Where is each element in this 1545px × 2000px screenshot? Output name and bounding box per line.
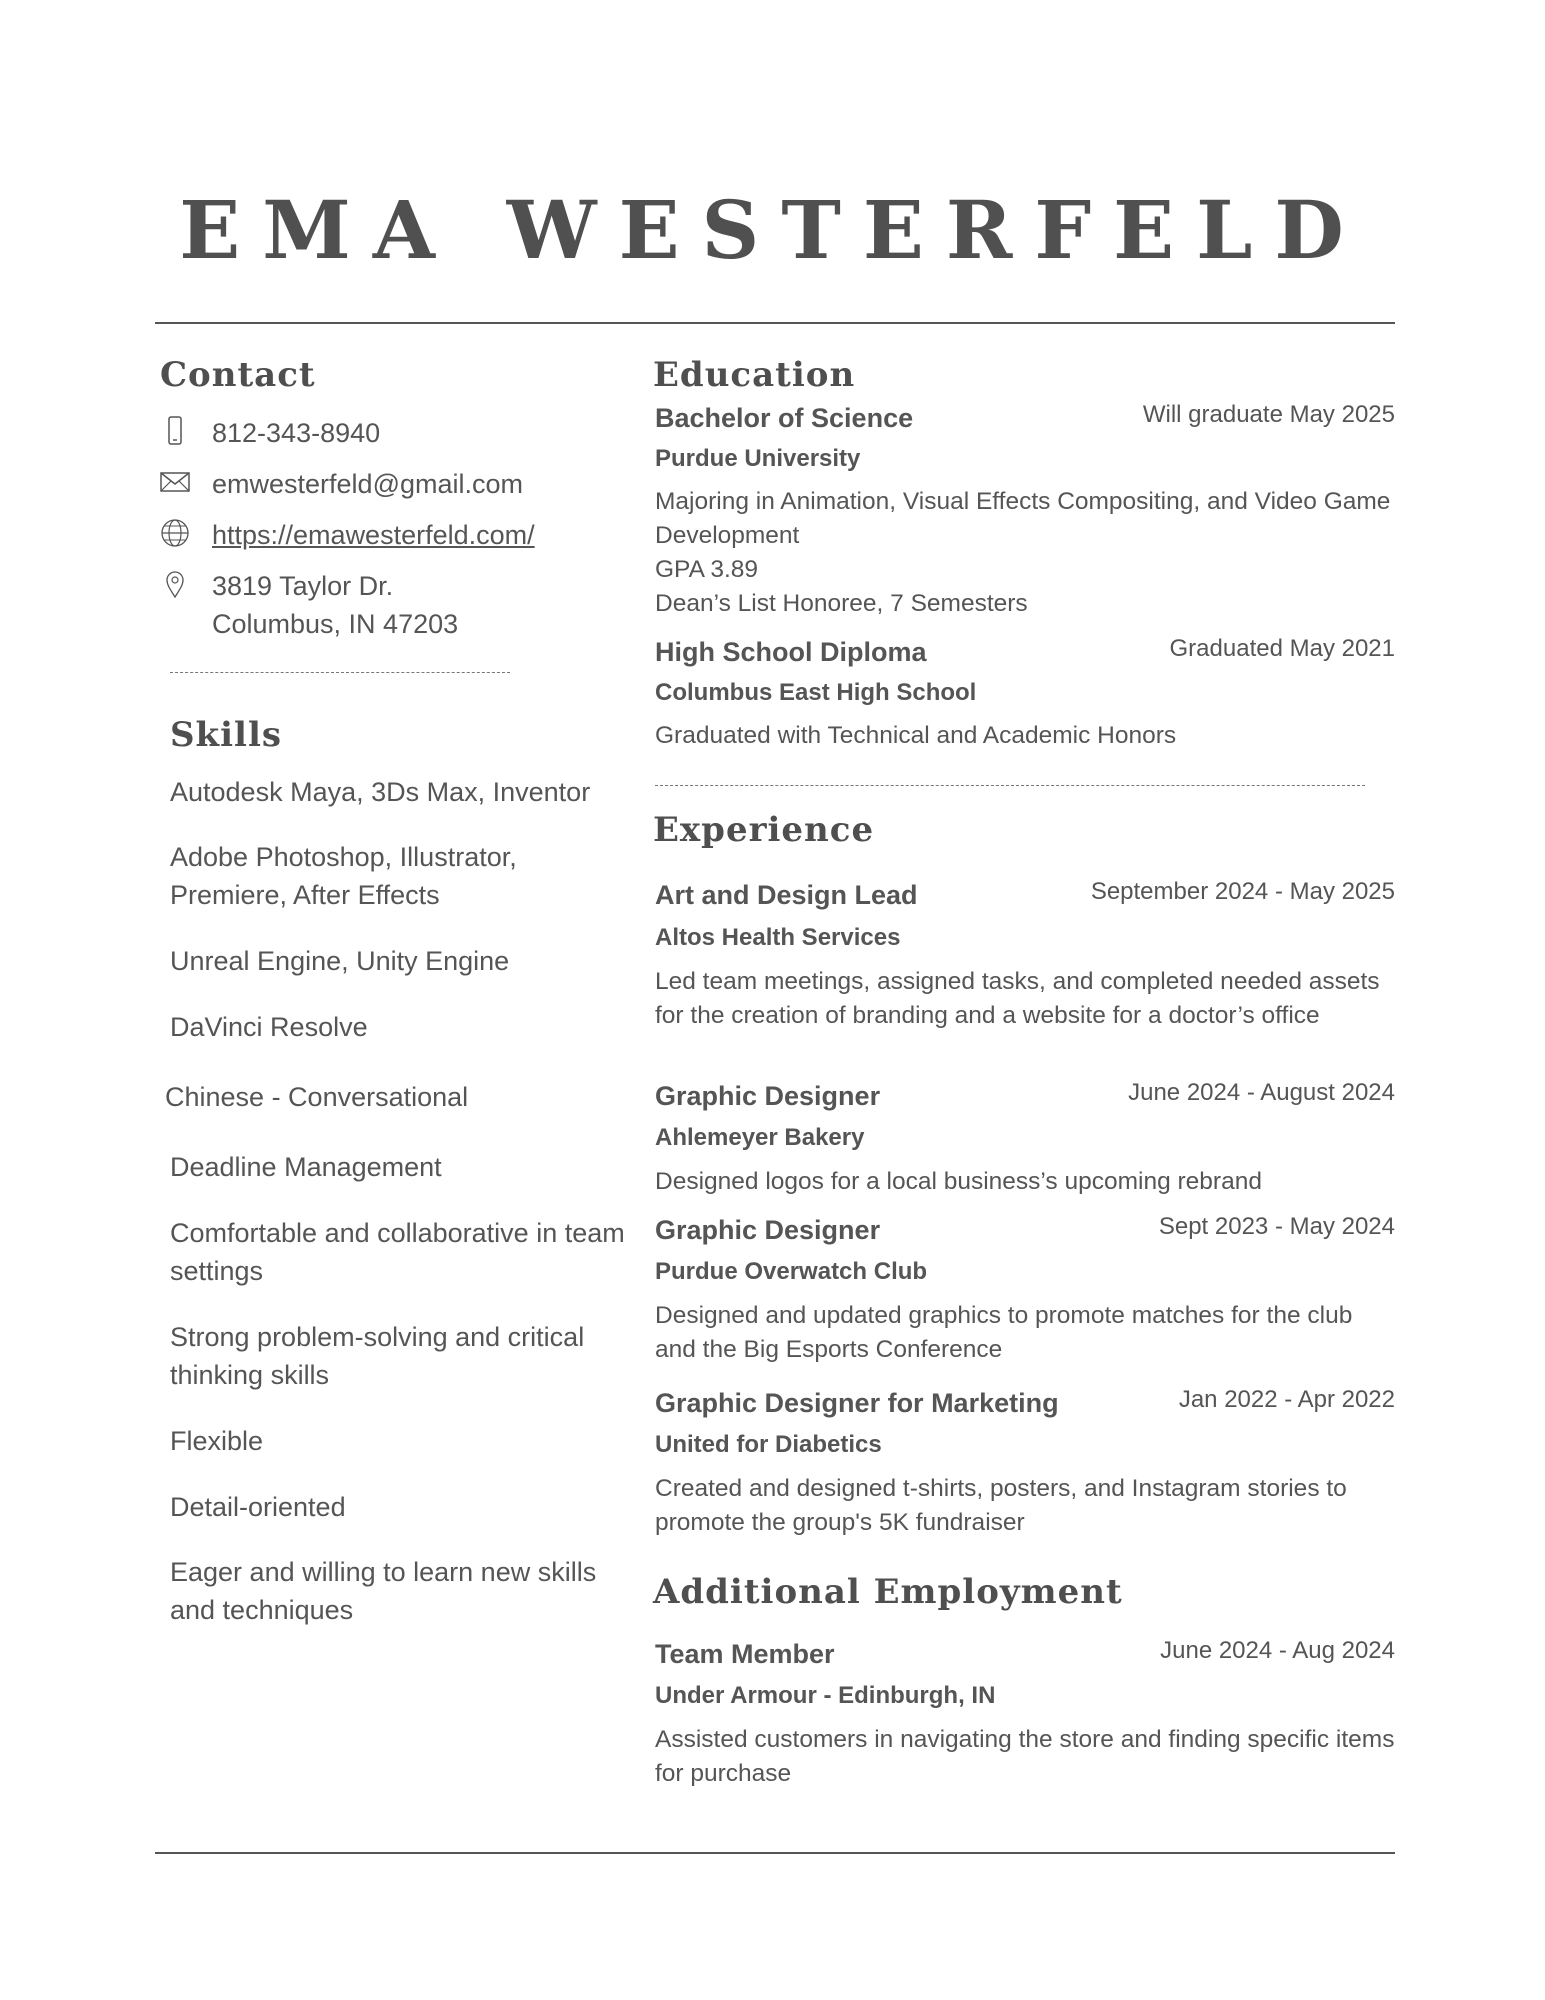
experience-title: Graphic Designer for Marketing [655,1388,1059,1418]
skill-item: Detail-oriented [170,1492,346,1522]
skill-item: Chinese - Conversational [165,1082,469,1112]
email-address: emwesterfeld@gmail.com [212,469,524,499]
experience-company: Altos Health Services [655,924,901,951]
education-heading: Education [653,355,856,395]
address-line-1: 3819 Taylor Dr. [212,571,394,601]
skill-item: DaVinci Resolve [170,1012,368,1042]
education-title: Bachelor of Science [655,403,914,433]
contact-heading: Contact [160,355,316,395]
experience-date: June 2024 - August 2024 [1128,1079,1395,1106]
skill-item: Flexible [170,1426,264,1456]
skill-item: Autodesk Maya, 3Ds Max, Inventor [170,777,591,807]
skill-item: Adobe Photoshop, Illustrator, Premiere, After Effects [170,842,517,910]
skill-item: Eager and willing to learn new skills and techniques [170,1557,597,1625]
phone-number: 812-343-8940 [212,418,381,448]
resume-name: EMA WESTERFELD [179,183,1366,277]
education-school: Purdue University [655,445,861,472]
experience-date: Sept 2023 - May 2024 [1158,1213,1395,1240]
employment-date: June 2024 - Aug 2024 [1160,1637,1395,1664]
experience-company: Purdue Overwatch Club [655,1258,928,1285]
experience-title: Graphic Designer [655,1081,881,1111]
employment-company: Under Armour - Edinburgh, IN [655,1682,996,1709]
education-school: Columbus East High School [655,679,977,706]
education-desc-line: Majoring in Animation, Visual Effects Compositing, and Video Game Development [655,488,1391,549]
experience-date: Jan 2022 - Apr 2022 [1178,1386,1395,1413]
education-date: Graduated May 2021 [1169,635,1395,662]
education-description [655,719,1395,753]
address-line-2: Columbus, IN 47203 [212,609,459,639]
experience-title: Art and Design Lead [655,880,918,910]
top-divider [155,322,1395,324]
employment-title: Team Member [655,1639,835,1669]
experience-description: Designed and updated graphics to promote matches for the club and the Big Esports Conference [655,1302,1353,1363]
skills-heading: Skills [170,715,283,755]
additional-employment-heading: Additional Employment [653,1572,1123,1612]
bottom-divider [155,1852,1395,1854]
education-date: Will graduate May 2025 [1142,401,1395,428]
experience-company: United for Diabetics [655,1431,882,1458]
skill-item: Unreal Engine, Unity Engine [170,946,510,976]
experience-description: Designed logos for a local business’s upcoming rebrand [655,1168,1262,1195]
education-divider [655,785,1365,786]
mail-icon [160,467,190,497]
globe-icon [160,518,190,548]
education-desc-line: Dean’s List Honoree, 7 Semesters [655,590,1028,617]
experience-company: Ahlemeyer Bakery [655,1124,865,1151]
phone-icon [160,416,190,446]
education-description [655,485,1395,621]
education-desc-line: GPA 3.89 [655,556,759,583]
experience-date: September 2024 - May 2025 [1090,878,1395,905]
experience-description: Created and designed t-shirts, posters, and Instagram stories to promote the group's 5K fundraiser [655,1475,1347,1536]
education-desc-line: Graduated with Technical and Academic Honors [655,722,1177,749]
experience-title: Graphic Designer [655,1215,881,1245]
skill-item: Comfortable and collaborative in team settings [170,1218,625,1286]
location-pin-icon [160,569,190,599]
experience-heading: Experience [653,810,875,850]
skill-item: Strong problem-solving and critical thinking skills [170,1322,585,1390]
education-title: High School Diploma [655,637,927,667]
contact-divider [170,672,510,673]
experience-description: Led team meetings, assigned tasks, and completed needed assets for the creation of branding and a website for a doctor’s office [655,968,1380,1029]
skill-item: Deadline Management [170,1152,442,1182]
website-link[interactable]: https://emawesterfeld.com/ [212,520,535,550]
employment-description: Assisted customers in navigating the store and finding specific items for purchase [655,1726,1395,1787]
